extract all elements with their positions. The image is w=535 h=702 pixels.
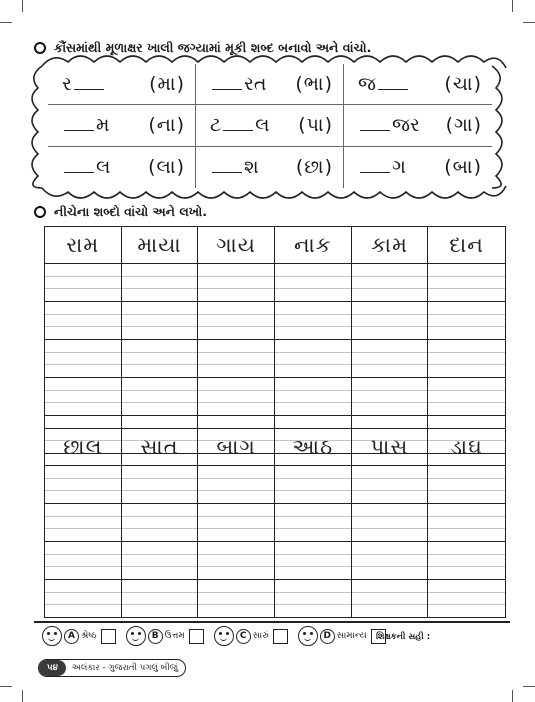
- grade-checkbox[interactable]: [101, 629, 116, 644]
- writing-column: [428, 429, 505, 617]
- grade-checkbox[interactable]: [189, 629, 204, 644]
- writing-row[interactable]: [275, 302, 351, 340]
- writing-row[interactable]: [45, 302, 121, 340]
- smiley-face-icon: [126, 626, 146, 646]
- writing-row[interactable]: [352, 542, 428, 580]
- writing-row[interactable]: [45, 542, 121, 580]
- blank-space[interactable]: [64, 114, 94, 131]
- writing-row[interactable]: [45, 504, 121, 542]
- writing-row[interactable]: [428, 264, 505, 302]
- writing-row[interactable]: [45, 466, 121, 504]
- page-number: ૫૪: [39, 660, 66, 676]
- letter-hint: (ગા): [445, 114, 482, 137]
- writing-column: [122, 227, 199, 453]
- smiley-face-icon: [42, 626, 62, 646]
- writing-row[interactable]: [198, 580, 274, 617]
- writing-row[interactable]: [275, 580, 351, 617]
- letter-hint: (ના): [148, 114, 185, 137]
- grade-label: ઉત્તમ: [164, 631, 185, 641]
- footer-divider: [34, 621, 510, 623]
- writing-row[interactable]: [122, 504, 198, 542]
- writing-row[interactable]: [198, 264, 274, 302]
- fill-word: [62, 73, 106, 95]
- smiley-face-icon: [214, 626, 234, 646]
- fill-in-grid: [48, 64, 492, 188]
- grade-label: સારું: [252, 631, 269, 641]
- writing-column: [428, 227, 505, 453]
- letter-hint: (ભા): [295, 73, 333, 96]
- writing-row[interactable]: [275, 542, 351, 580]
- letter-hint: (પા): [298, 114, 333, 137]
- writing-row[interactable]: [198, 340, 274, 378]
- writing-row[interactable]: [428, 378, 505, 416]
- writing-column: [45, 227, 122, 453]
- grade-letter: D: [320, 629, 335, 644]
- fill-word: [358, 156, 406, 178]
- writing-column: [198, 429, 275, 617]
- fill-word: [210, 156, 259, 178]
- grade-c: [214, 626, 288, 646]
- blank-space[interactable]: [360, 156, 390, 173]
- writing-row[interactable]: [122, 264, 198, 302]
- writing-column: [275, 429, 352, 617]
- fill-word: [358, 73, 410, 95]
- blank-space[interactable]: [212, 156, 242, 173]
- writing-row[interactable]: [428, 340, 505, 378]
- word-suffix: મ: [96, 114, 110, 137]
- writing-row[interactable]: [122, 302, 198, 340]
- word-suffix: જર: [392, 114, 420, 137]
- writing-column: [352, 227, 429, 453]
- blank-space[interactable]: [212, 73, 242, 90]
- word-suffix: લ: [96, 156, 111, 179]
- model-word: દાન: [428, 227, 505, 264]
- blank-space[interactable]: [360, 114, 390, 131]
- fill-cell: [48, 64, 196, 105]
- question-1-text: કૌંસમાંથી મૂળાક્ષર ખાલી જગ્યામાં મૂકી શબ્દ બનાવો અને વાંચો.: [54, 40, 372, 55]
- grade-a: [42, 626, 116, 646]
- grade-letter: A: [64, 629, 79, 644]
- bullet-icon: [34, 206, 46, 218]
- writing-row[interactable]: [122, 378, 198, 416]
- fill-cell: [196, 64, 344, 105]
- grade-label: સામાન્ય: [336, 631, 367, 641]
- letter-hint: (ચા): [444, 73, 482, 96]
- grade-label: શ્રેષ્ઠ: [81, 631, 97, 641]
- word-suffix: ગ: [392, 156, 406, 179]
- writing-row[interactable]: [428, 580, 505, 617]
- writing-row[interactable]: [198, 542, 274, 580]
- model-word: માયા: [122, 227, 198, 264]
- writing-row[interactable]: [275, 340, 351, 378]
- grade-b: [126, 626, 204, 646]
- fill-cell: [196, 105, 344, 146]
- writing-row[interactable]: [122, 542, 198, 580]
- writing-row[interactable]: [352, 504, 428, 542]
- writing-row[interactable]: [198, 504, 274, 542]
- grade-d: [298, 626, 386, 646]
- writing-row[interactable]: [428, 542, 505, 580]
- model-word: છાલ: [45, 429, 121, 466]
- writing-column: [198, 227, 275, 453]
- model-word: કામ: [352, 227, 428, 264]
- word-suffix: રત: [244, 73, 267, 96]
- writing-row[interactable]: [45, 378, 121, 416]
- writing-row[interactable]: [198, 378, 274, 416]
- writing-row[interactable]: [352, 466, 428, 504]
- model-word: આઠ: [275, 429, 351, 466]
- writing-row[interactable]: [122, 340, 198, 378]
- book-title: અલંકાર - ગુજરાતી પગલું બીજું: [71, 663, 178, 673]
- fill-word: [210, 73, 266, 95]
- model-word: રામ: [45, 227, 121, 264]
- grade-letter: B: [148, 629, 163, 644]
- letter-hint: (લા): [148, 156, 185, 179]
- fill-cell: [196, 147, 344, 188]
- fill-cell: [344, 147, 492, 188]
- writing-column: [122, 429, 199, 617]
- word-prefix: ટ: [210, 114, 222, 137]
- grade-letter: C: [236, 629, 251, 644]
- writing-column: [275, 227, 352, 453]
- writing-column: [352, 429, 429, 617]
- crop-mark: [523, 686, 535, 687]
- crop-mark: [512, 690, 513, 702]
- question-2-text: નીચેના શબ્દો વાંચો અને લખો.: [54, 204, 207, 219]
- model-word: પાસ: [352, 429, 428, 466]
- fill-word: [358, 114, 420, 136]
- writing-row[interactable]: [352, 580, 428, 617]
- model-word: ગાય: [198, 227, 274, 264]
- word-suffix: શ: [244, 156, 259, 179]
- smiley-face-icon: [298, 626, 318, 646]
- teacher-signature-label: શિક્ષકની સહી :: [376, 632, 431, 642]
- writing-row[interactable]: [428, 504, 505, 542]
- crop-mark: [22, 0, 23, 12]
- grade-checkbox[interactable]: [273, 629, 288, 644]
- model-word: ડાઘ: [428, 429, 505, 466]
- fill-cell: [344, 105, 492, 146]
- blank-space[interactable]: [64, 156, 94, 173]
- crop-mark: [512, 0, 513, 12]
- writing-row[interactable]: [45, 580, 121, 617]
- writing-grid-2: [44, 428, 506, 618]
- writing-row[interactable]: [45, 340, 121, 378]
- blank-space[interactable]: [74, 73, 104, 90]
- writing-row[interactable]: [428, 466, 505, 504]
- word-prefix: જ: [358, 73, 376, 96]
- page-footer-badge: [38, 659, 186, 677]
- word-prefix: ર: [62, 73, 72, 96]
- model-word: નાક: [275, 227, 351, 264]
- writing-row[interactable]: [352, 302, 428, 340]
- blank-space[interactable]: [223, 114, 253, 131]
- model-word: બાગ: [198, 429, 274, 466]
- fill-cell: [48, 105, 196, 146]
- fill-cell: [344, 64, 492, 105]
- writing-row[interactable]: [275, 264, 351, 302]
- crop-mark: [523, 22, 535, 23]
- writing-row[interactable]: [275, 504, 351, 542]
- writing-row[interactable]: [275, 378, 351, 416]
- letter-hint: (બા): [444, 156, 482, 179]
- writing-row[interactable]: [352, 264, 428, 302]
- grade-bar: [42, 626, 386, 646]
- fill-cell: [48, 147, 196, 188]
- writing-row[interactable]: [198, 466, 274, 504]
- word-suffix: લ: [255, 114, 270, 137]
- question-2-title: [34, 204, 207, 220]
- fill-word: [62, 114, 109, 136]
- model-word: સાત: [122, 429, 198, 466]
- writing-row[interactable]: [122, 580, 198, 617]
- fill-word: [210, 114, 269, 136]
- writing-row[interactable]: [428, 302, 505, 340]
- writing-column: [45, 429, 122, 617]
- fill-word: [62, 156, 110, 178]
- crop-mark: [22, 690, 23, 702]
- crop-mark: [0, 686, 12, 687]
- writing-row[interactable]: [45, 264, 121, 302]
- crop-mark: [0, 22, 12, 23]
- writing-row[interactable]: [352, 340, 428, 378]
- writing-grid-1: [44, 226, 506, 454]
- letter-hint: (મા): [149, 73, 185, 96]
- writing-row[interactable]: [198, 302, 274, 340]
- writing-row[interactable]: [122, 466, 198, 504]
- letter-hint: (છા): [295, 156, 333, 179]
- writing-row[interactable]: [275, 466, 351, 504]
- blank-space[interactable]: [378, 73, 408, 90]
- writing-row[interactable]: [352, 378, 428, 416]
